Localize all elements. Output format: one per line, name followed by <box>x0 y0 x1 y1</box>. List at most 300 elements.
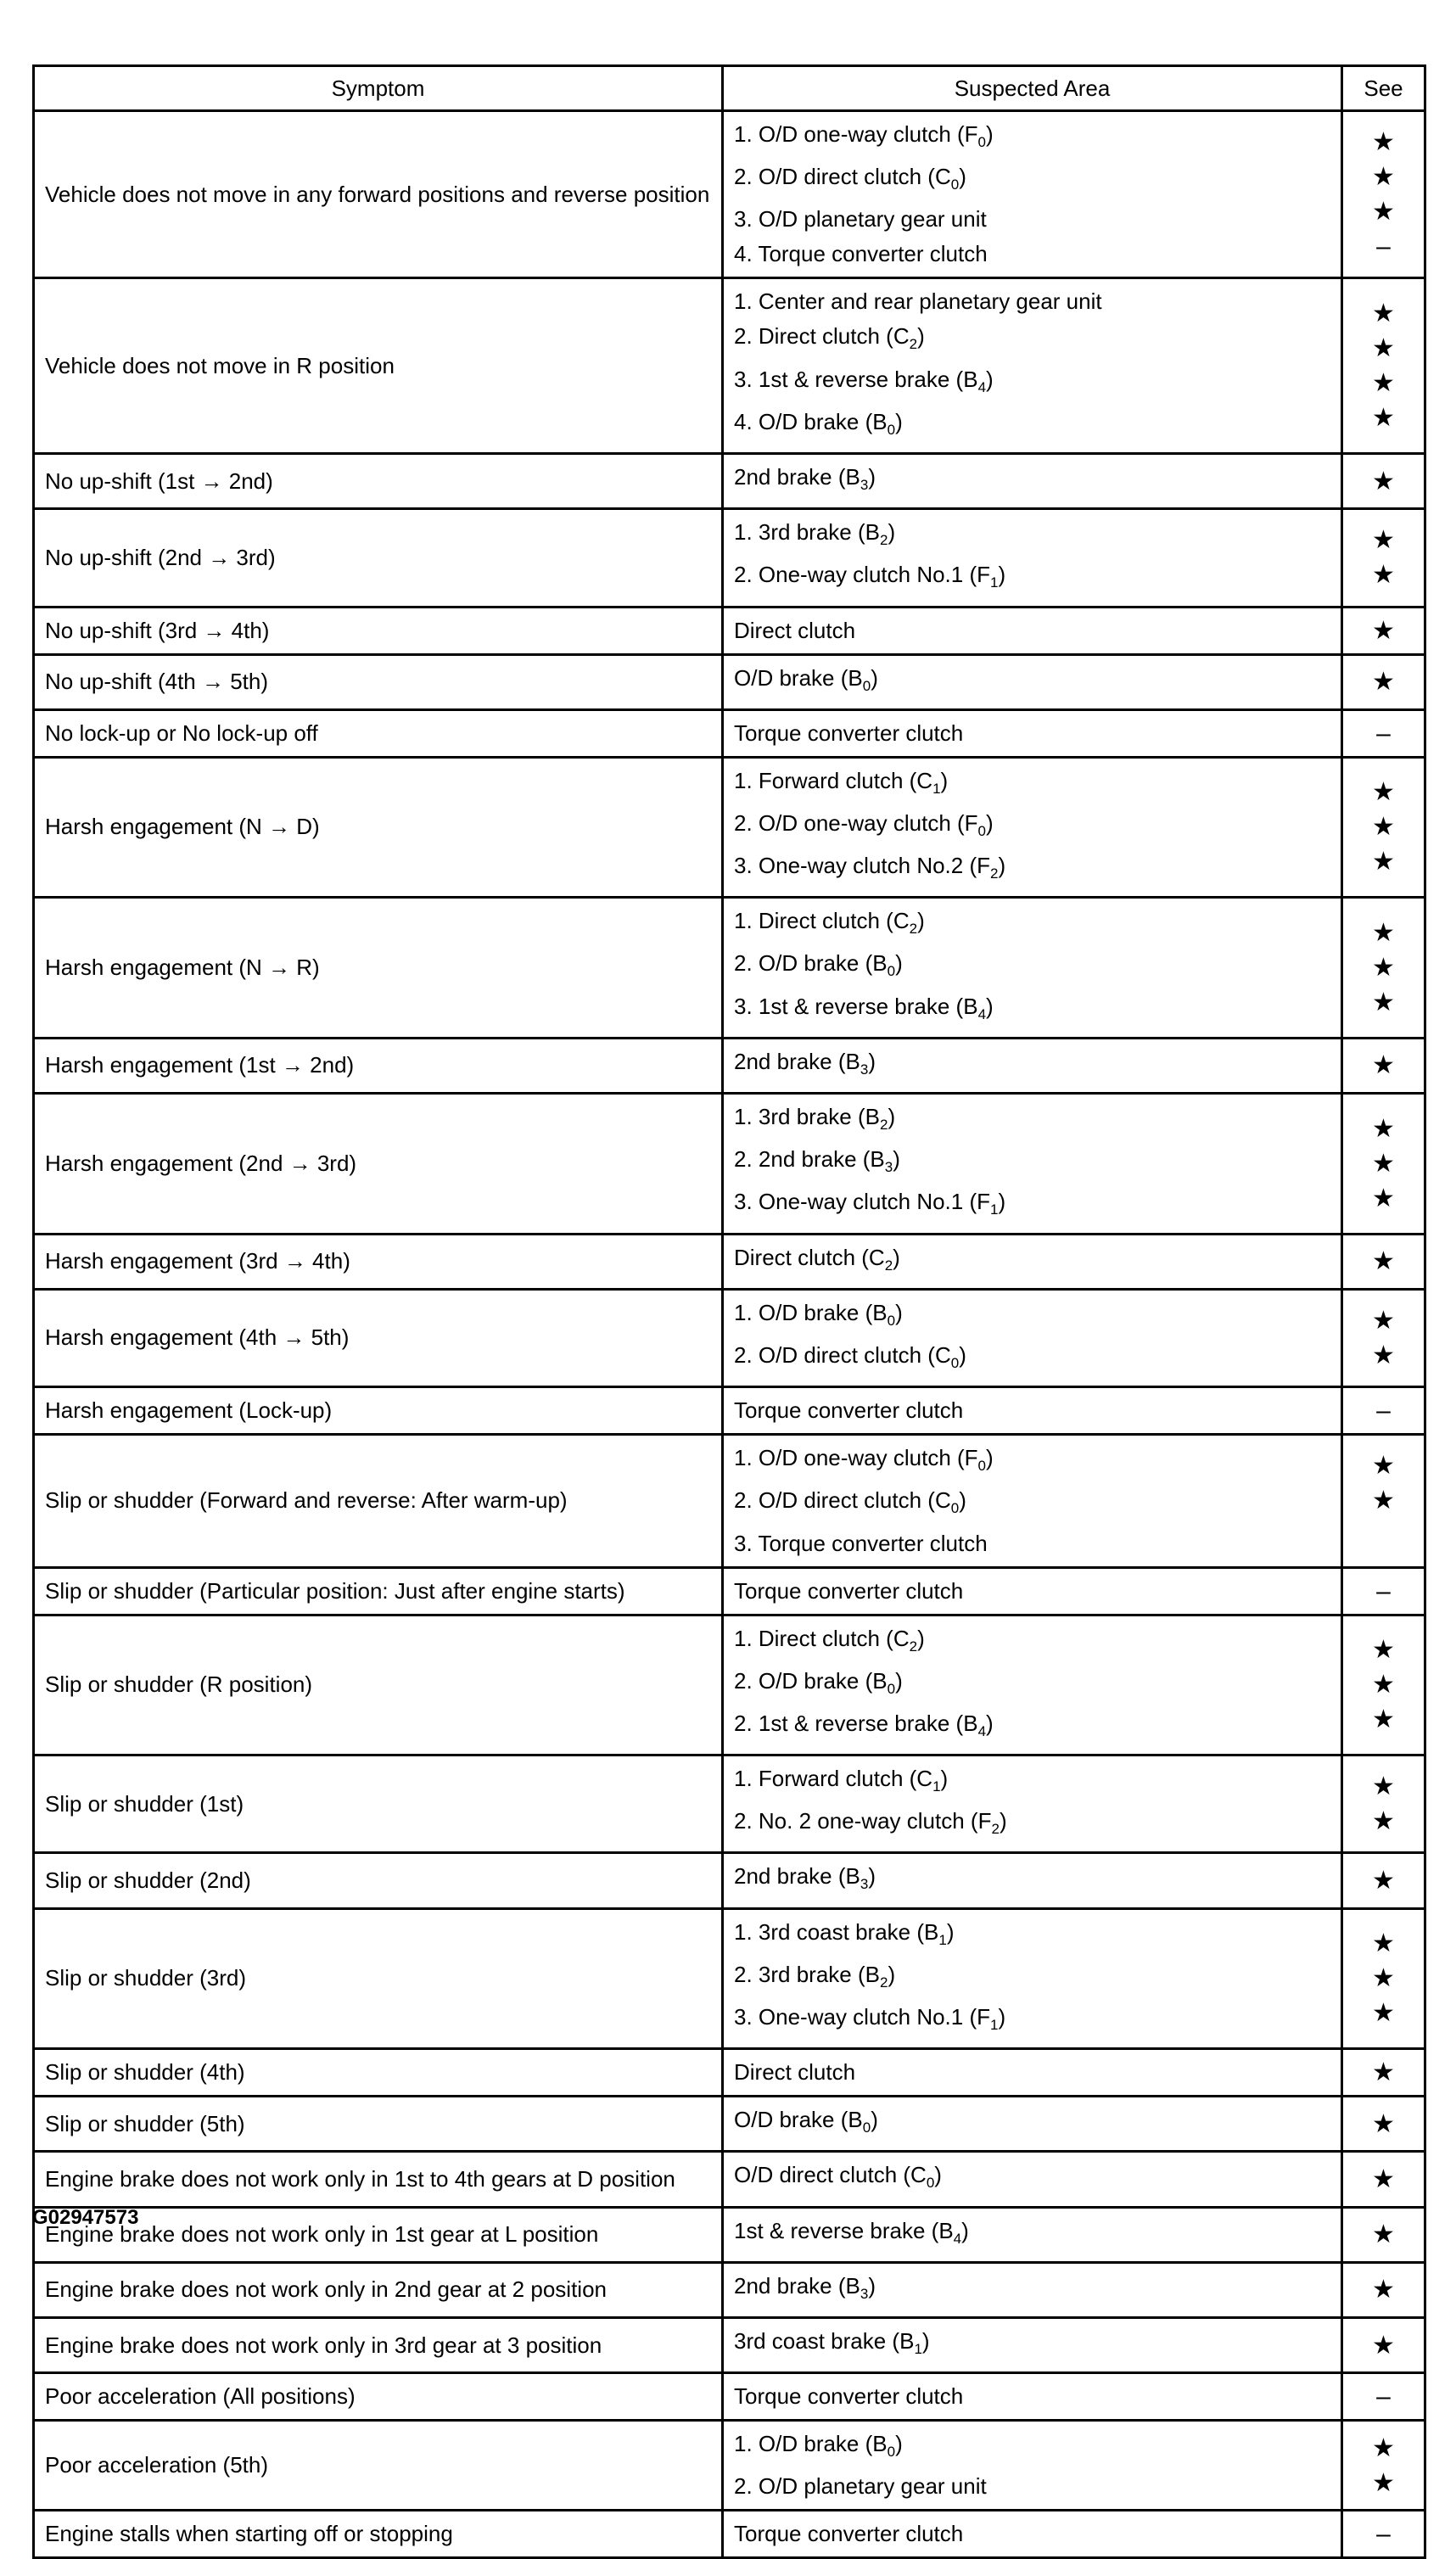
symptom-cell <box>34 2049 723 2097</box>
area-text: ) <box>998 853 1006 879</box>
table-body <box>34 111 1425 2558</box>
suspected-area-item <box>734 1296 1330 1338</box>
component-subscript: 2 <box>909 1638 918 1655</box>
dash-mark: – <box>1376 2520 1391 2549</box>
suspected-area-item <box>734 1142 1330 1184</box>
star-icon: ★ <box>1372 1149 1395 1178</box>
see-cell <box>1342 1234 1425 1289</box>
area-text: ) <box>895 1299 903 1325</box>
area-text: 2. O/D direct clutch (C <box>734 1341 951 1368</box>
suspected-area-cell <box>723 709 1342 757</box>
see-cell <box>1342 1853 1425 1908</box>
area-text: ) <box>959 1341 966 1368</box>
dash-mark: – <box>1376 1576 1391 1605</box>
symptom-cell <box>34 1289 723 1386</box>
table-row <box>34 898 1425 1039</box>
star-icon: ★ <box>1372 2468 1395 2497</box>
see-cell <box>1342 1567 1425 1615</box>
symptom-cell <box>34 1234 723 1289</box>
suspected-area-item <box>734 117 1330 160</box>
area-text: ) <box>999 1808 1007 1834</box>
see-cell <box>1342 2421 1425 2511</box>
area-text: ) <box>998 2004 1006 2030</box>
suspected-area-cell <box>723 2373 1342 2421</box>
star-icon: ★ <box>1372 300 1395 328</box>
area-text: 3. One-way clutch No.1 (F <box>734 1189 990 1215</box>
suspected-area-cell <box>723 278 1342 454</box>
symptom-text: No up-shift (3rd → 4th) <box>45 617 270 643</box>
symptom-text: Harsh engagement (3rd → 4th) <box>45 1248 350 1274</box>
star-icon: ★ <box>1372 2109 1395 2138</box>
component-subscript: 0 <box>977 823 987 840</box>
star-icon: ★ <box>1372 1184 1395 1212</box>
symptom-text: Poor acceleration (All positions) <box>45 2383 356 2410</box>
area-text: 1. Forward clutch (C <box>734 767 933 793</box>
suspected-area-item <box>734 1915 1330 1957</box>
area-text: 2. 1st & reverse brake (B <box>734 1710 978 1736</box>
area-text: ) <box>961 2217 969 2243</box>
area-text: 4. Torque converter clutch <box>734 241 988 267</box>
component-subscript: 0 <box>977 134 987 151</box>
see-cell <box>1342 2317 1425 2372</box>
component-subscript: 2 <box>879 1117 888 1134</box>
area-text: ) <box>959 1487 966 1514</box>
area-text: 1. Direct clutch (C <box>734 908 910 934</box>
area-text: 2. One-way clutch No.1 (F <box>734 562 990 588</box>
area-text: Direct clutch <box>734 2059 856 2086</box>
suspected-area-cell <box>723 2421 1342 2511</box>
symptom-cell <box>34 757 723 898</box>
component-subscript: 4 <box>977 1723 987 1740</box>
star-icon: ★ <box>1372 1999 1395 2028</box>
symptom-cell <box>34 1908 723 2049</box>
star-icon: ★ <box>1372 1452 1395 1481</box>
area-text: ) <box>893 1244 900 1270</box>
table-row <box>34 453 1425 508</box>
area-text: 1. O/D brake (B <box>734 2431 888 2457</box>
component-subscript: 1 <box>938 1931 947 1948</box>
area-text: ) <box>934 2162 942 2188</box>
suspected-area-item <box>734 716 1330 751</box>
suspected-area-cell <box>723 1038 1342 1093</box>
star-icon: ★ <box>1372 467 1395 496</box>
table-row <box>34 2421 1425 2511</box>
area-text: ) <box>986 809 994 836</box>
area-text: ) <box>986 366 994 392</box>
symptom-text: Slip or shudder (5th) <box>45 2110 245 2136</box>
suspected-area-item <box>734 1706 1330 1749</box>
area-text: ) <box>940 1766 949 1792</box>
symptom-text: No lock-up or No lock-up off <box>45 720 318 746</box>
suspected-area-item <box>734 946 1330 988</box>
table-row <box>34 278 1425 454</box>
component-subscript: 0 <box>862 677 871 694</box>
table-row <box>34 1567 1425 1615</box>
area-text: ) <box>868 1048 876 1074</box>
star-icon: ★ <box>1372 778 1395 807</box>
suspected-area-cell <box>723 2262 1342 2317</box>
symptom-text: Slip or shudder (1st) <box>45 1790 244 1817</box>
suspected-area-item <box>734 1804 1330 1846</box>
symptom-cell <box>34 2421 723 2511</box>
suspected-area-item <box>734 661 1330 703</box>
area-text: ) <box>893 1146 900 1173</box>
area-text: O/D direct clutch (C <box>734 2162 927 2188</box>
see-cell <box>1342 654 1425 709</box>
suspected-area-item <box>734 613 1330 648</box>
component-subscript: 1 <box>914 2341 922 2358</box>
component-subscript: 1 <box>932 1778 941 1795</box>
symptom-cell <box>34 898 723 1039</box>
suspected-area-item <box>734 557 1330 600</box>
symptom-cell <box>34 1038 723 1093</box>
area-text: ) <box>871 2107 878 2133</box>
suspected-area-cell <box>723 2097 1342 2152</box>
suspected-area-cell <box>723 2207 1342 2262</box>
see-cell <box>1342 607 1425 654</box>
area-text: O/D brake (B <box>734 2107 863 2133</box>
see-cell <box>1342 453 1425 508</box>
component-subscript: 0 <box>887 963 896 980</box>
star-icon: ★ <box>1372 2220 1395 2249</box>
table-row <box>34 2152 1425 2207</box>
symptom-text: No up-shift (2nd → 3rd) <box>45 544 276 570</box>
star-icon: ★ <box>1372 2276 1395 2304</box>
suspected-area-item <box>734 2214 1330 2256</box>
component-subscript: 0 <box>926 2175 935 2192</box>
star-icon: ★ <box>1372 1636 1395 1665</box>
symptom-cell <box>34 1094 723 1235</box>
suspected-area-cell <box>723 509 1342 607</box>
symptom-text: Vehicle does not move in any forward positions and reverse position <box>45 181 710 207</box>
star-icon: ★ <box>1372 1867 1395 1895</box>
suspected-area-cell <box>723 1289 1342 1386</box>
suspected-area-cell <box>723 111 1342 278</box>
star-icon: ★ <box>1372 1671 1395 1699</box>
table-row <box>34 2207 1425 2262</box>
suspected-area-item <box>734 319 1330 361</box>
area-text: ) <box>868 463 876 490</box>
star-icon: ★ <box>1372 1306 1395 1335</box>
table-row <box>34 2097 1425 2152</box>
symptom-cell <box>34 1755 723 1853</box>
table-row <box>34 757 1425 898</box>
symptom-text: Slip or shudder (2nd) <box>45 1867 251 1894</box>
suspected-area-item <box>734 2469 1330 2504</box>
star-icon: ★ <box>1372 1772 1395 1801</box>
component-subscript: 3 <box>860 1061 869 1078</box>
star-icon: ★ <box>1372 668 1395 697</box>
star-icon: ★ <box>1372 848 1395 876</box>
dash-mark: – <box>1376 719 1391 748</box>
area-text: 3. One-way clutch No.1 (F <box>734 2004 990 2030</box>
component-subscript: 4 <box>977 378 987 395</box>
suspected-area-cell <box>723 1094 1342 1235</box>
troubleshooting-table <box>32 64 1426 2559</box>
suspected-area-cell <box>723 2049 1342 2097</box>
component-subscript: 1 <box>990 1201 999 1218</box>
suspected-area-item <box>734 1859 1330 1901</box>
area-text: 1. 3rd brake (B <box>734 1104 880 1129</box>
area-text: ) <box>917 323 925 350</box>
area-text: ) <box>868 2272 876 2299</box>
area-text: 2nd brake (B <box>734 2272 860 2299</box>
star-icon: ★ <box>1372 2164 1395 2193</box>
dash-mark: – <box>1376 1397 1391 1425</box>
symptom-text: Vehicle does not move in R position <box>45 352 395 378</box>
area-text: 1. O/D brake (B <box>734 1299 888 1325</box>
suspected-area-item <box>734 1483 1330 1526</box>
star-icon: ★ <box>1372 1964 1395 1993</box>
suspected-area-item <box>734 904 1330 946</box>
symptom-text: Engine brake does not work only in 1st gear at L position <box>45 2221 599 2248</box>
star-icon: ★ <box>1372 369 1395 398</box>
see-cell <box>1342 898 1425 1039</box>
table-row <box>34 2373 1425 2421</box>
dash-mark: – <box>1376 232 1391 261</box>
suspected-area-cell <box>723 607 1342 654</box>
area-text: ) <box>895 1667 903 1694</box>
area-text: 1. 3rd brake (B <box>734 519 880 546</box>
table-row <box>34 2511 1425 2558</box>
symptom-text: Harsh engagement (4th → 5th) <box>45 1324 350 1351</box>
suspected-area-cell <box>723 2152 1342 2207</box>
area-text: ) <box>940 767 949 793</box>
area-text: Torque converter clutch <box>734 720 964 746</box>
suspected-area-item <box>734 237 1330 272</box>
area-text: Torque converter clutch <box>734 2521 964 2547</box>
symptom-text: Slip or shudder (3rd) <box>45 1965 246 1991</box>
component-subscript: 0 <box>950 176 960 193</box>
suspected-area-item <box>734 405 1330 447</box>
see-header: See <box>1342 66 1425 111</box>
component-subscript: 3 <box>884 1159 893 1176</box>
suspected-area-item <box>734 1393 1330 1428</box>
symptom-cell <box>34 2262 723 2317</box>
suspected-area-item <box>734 2269 1330 2311</box>
symptom-cell <box>34 2373 723 2421</box>
area-text: 1. O/D one-way clutch (F <box>734 1445 978 1471</box>
area-text: Torque converter clutch <box>734 2383 964 2410</box>
star-icon: ★ <box>1372 1114 1395 1143</box>
suspected-area-item <box>734 1574 1330 1609</box>
see-cell <box>1342 2262 1425 2317</box>
symptom-header: Symptom <box>34 66 723 111</box>
table-row <box>34 2049 1425 2097</box>
area-text: 1. 3rd coast brake (B <box>734 1918 939 1945</box>
see-cell <box>1342 2049 1425 2097</box>
star-icon: ★ <box>1372 2433 1395 2462</box>
suspected-area-cell <box>723 1615 1342 1755</box>
area-text: Direct clutch <box>734 617 856 643</box>
area-text: ) <box>946 1918 955 1945</box>
star-icon: ★ <box>1372 919 1395 948</box>
suspected-area-cell <box>723 1234 1342 1289</box>
symptom-text: Harsh engagement (Lock-up) <box>45 1397 333 1424</box>
suspected-area-item <box>734 1100 1330 1142</box>
component-subscript: 0 <box>977 1458 987 1475</box>
table-row <box>34 1853 1425 1908</box>
symptom-cell <box>34 1567 723 1615</box>
symptom-text: No up-shift (4th → 5th) <box>45 669 268 695</box>
symptom-text: Slip or shudder (4th) <box>45 2059 245 2086</box>
component-subscript: 0 <box>862 2119 871 2136</box>
table-row <box>34 111 1425 278</box>
symptom-cell <box>34 1615 723 1755</box>
component-subscript: 1 <box>932 780 941 797</box>
area-text: ) <box>871 664 878 691</box>
area-text: 2. O/D one-way clutch (F <box>734 809 978 836</box>
suspected-area-item <box>734 1044 1330 1087</box>
see-cell <box>1342 111 1425 278</box>
table-row <box>34 1038 1425 1093</box>
symptom-text: Slip or shudder (Forward and reverse: After warm-up) <box>45 1487 568 1514</box>
area-text: 2nd brake (B <box>734 1048 860 1074</box>
suspected-area-cell <box>723 1567 1342 1615</box>
area-text: ) <box>986 1445 994 1471</box>
star-icon: ★ <box>1372 1487 1395 1515</box>
suspected-area-item <box>734 2000 1330 2042</box>
area-text: ) <box>895 408 903 434</box>
area-text: 2. O/D direct clutch (C <box>734 164 951 190</box>
symptom-cell <box>34 654 723 709</box>
suspected-area-item <box>734 848 1330 891</box>
table-row <box>34 1908 1425 2049</box>
component-subscript: 3 <box>860 2285 869 2302</box>
area-text: Torque converter clutch <box>734 1577 964 1604</box>
star-icon: ★ <box>1372 1247 1395 1276</box>
suspected-area-item <box>734 460 1330 502</box>
star-icon: ★ <box>1372 813 1395 842</box>
table-row <box>34 2317 1425 2372</box>
symptom-cell <box>34 509 723 607</box>
area-text: 1. Direct clutch (C <box>734 1625 910 1651</box>
symptom-cell <box>34 111 723 278</box>
area-text: 2nd brake (B <box>734 1863 860 1890</box>
suspected-area-item <box>734 1338 1330 1380</box>
component-subscript: 0 <box>887 421 896 438</box>
suspected-area-cell <box>723 1435 1342 1567</box>
suspected-area-item <box>734 1761 1330 1804</box>
see-cell <box>1342 1755 1425 1853</box>
area-text: ) <box>921 2327 930 2354</box>
area-text: 1. Forward clutch (C <box>734 1766 933 1792</box>
area-text: 3rd coast brake (B <box>734 2327 915 2354</box>
dash-mark: – <box>1376 2383 1391 2411</box>
star-icon: ★ <box>1372 2331 1395 2360</box>
suspected-area-item <box>734 515 1330 557</box>
symptom-text: Engine brake does not work only in 3rd gear at 3 position <box>45 2332 602 2358</box>
suspected-area-item <box>734 764 1330 806</box>
suspected-area-item <box>734 202 1330 237</box>
component-subscript: 2 <box>909 921 918 938</box>
suspected-area-item <box>734 2158 1330 2200</box>
suspected-area-item <box>734 2379 1330 2414</box>
area-text: ) <box>895 2431 903 2457</box>
suspected-area-item <box>734 989 1330 1032</box>
suspected-area-cell <box>723 1755 1342 1853</box>
figure-id: G02947573 <box>32 2206 139 2229</box>
area-text: ) <box>888 519 896 546</box>
see-cell <box>1342 1435 1425 1567</box>
star-icon: ★ <box>1372 163 1395 192</box>
suspected-area-item <box>734 1621 1330 1664</box>
component-subscript: 2 <box>991 1821 1000 1838</box>
table-row <box>34 2262 1425 2317</box>
area-text: ) <box>986 121 994 147</box>
area-text: ) <box>959 164 966 190</box>
area-text: ) <box>917 908 925 934</box>
star-icon: ★ <box>1372 988 1395 1017</box>
symptom-text: Poor acceleration (5th) <box>45 2452 269 2478</box>
component-subscript: 0 <box>887 2444 896 2461</box>
symptom-cell <box>34 1435 723 1567</box>
area-text: Direct clutch (C <box>734 1244 885 1270</box>
symptom-text: Harsh engagement (1st → 2nd) <box>45 1052 355 1078</box>
symptom-cell <box>34 2097 723 2152</box>
area-text: 1st & reverse brake (B <box>734 2217 954 2243</box>
area-text: 2. No. 2 one-way clutch (F <box>734 1808 992 1834</box>
component-subscript: 2 <box>879 1974 888 1991</box>
symptom-cell <box>34 2317 723 2372</box>
star-icon: ★ <box>1372 526 1395 555</box>
component-subscript: 0 <box>887 1312 896 1329</box>
component-subscript: 0 <box>887 1680 896 1697</box>
see-cell <box>1342 1038 1425 1093</box>
table-row <box>34 1234 1425 1289</box>
component-subscript: 3 <box>860 477 869 494</box>
star-icon: ★ <box>1372 1929 1395 1958</box>
table-row <box>34 1289 1425 1386</box>
symptom-cell <box>34 1387 723 1435</box>
table-row <box>34 1755 1425 1853</box>
area-text: 3. One-way clutch No.2 (F <box>734 853 990 879</box>
symptom-cell <box>34 278 723 454</box>
area-text: 2. O/D direct clutch (C <box>734 1487 951 1514</box>
suspected-area-item <box>734 2103 1330 2145</box>
area-text: ) <box>998 1189 1006 1215</box>
see-cell <box>1342 709 1425 757</box>
see-cell <box>1342 509 1425 607</box>
suspected-area-item <box>734 806 1330 848</box>
table-row <box>34 1435 1425 1567</box>
component-subscript: 2 <box>990 865 999 882</box>
symptom-cell <box>34 453 723 508</box>
component-subscript: 4 <box>977 1005 987 1022</box>
symptom-text: Engine stalls when starting off or stopping <box>45 2521 453 2547</box>
star-icon: ★ <box>1372 334 1395 363</box>
area-text: ) <box>917 1625 925 1651</box>
symptom-cell <box>34 709 723 757</box>
area-text: ) <box>895 950 903 977</box>
symptom-cell <box>34 2511 723 2558</box>
component-subscript: 4 <box>953 2230 962 2247</box>
symptom-text: No up-shift (1st → 2nd) <box>45 468 273 494</box>
suspected-area-cell <box>723 654 1342 709</box>
symptom-cell <box>34 1853 723 1908</box>
area-text: 3. 1st & reverse brake (B <box>734 366 978 392</box>
area-text: 2. Direct clutch (C <box>734 323 910 350</box>
suspected-area-cell <box>723 2317 1342 2372</box>
area-text: Torque converter clutch <box>734 1397 964 1424</box>
component-subscript: 0 <box>950 1355 960 1372</box>
area-text: 2. O/D brake (B <box>734 950 888 977</box>
star-icon: ★ <box>1372 561 1395 590</box>
symptom-text: Slip or shudder (R position) <box>45 1671 313 1698</box>
suspected-area-cell <box>723 1908 1342 2049</box>
area-text: 2. 2nd brake (B <box>734 1146 885 1173</box>
symptom-text: Harsh engagement (2nd → 3rd) <box>45 1150 357 1176</box>
